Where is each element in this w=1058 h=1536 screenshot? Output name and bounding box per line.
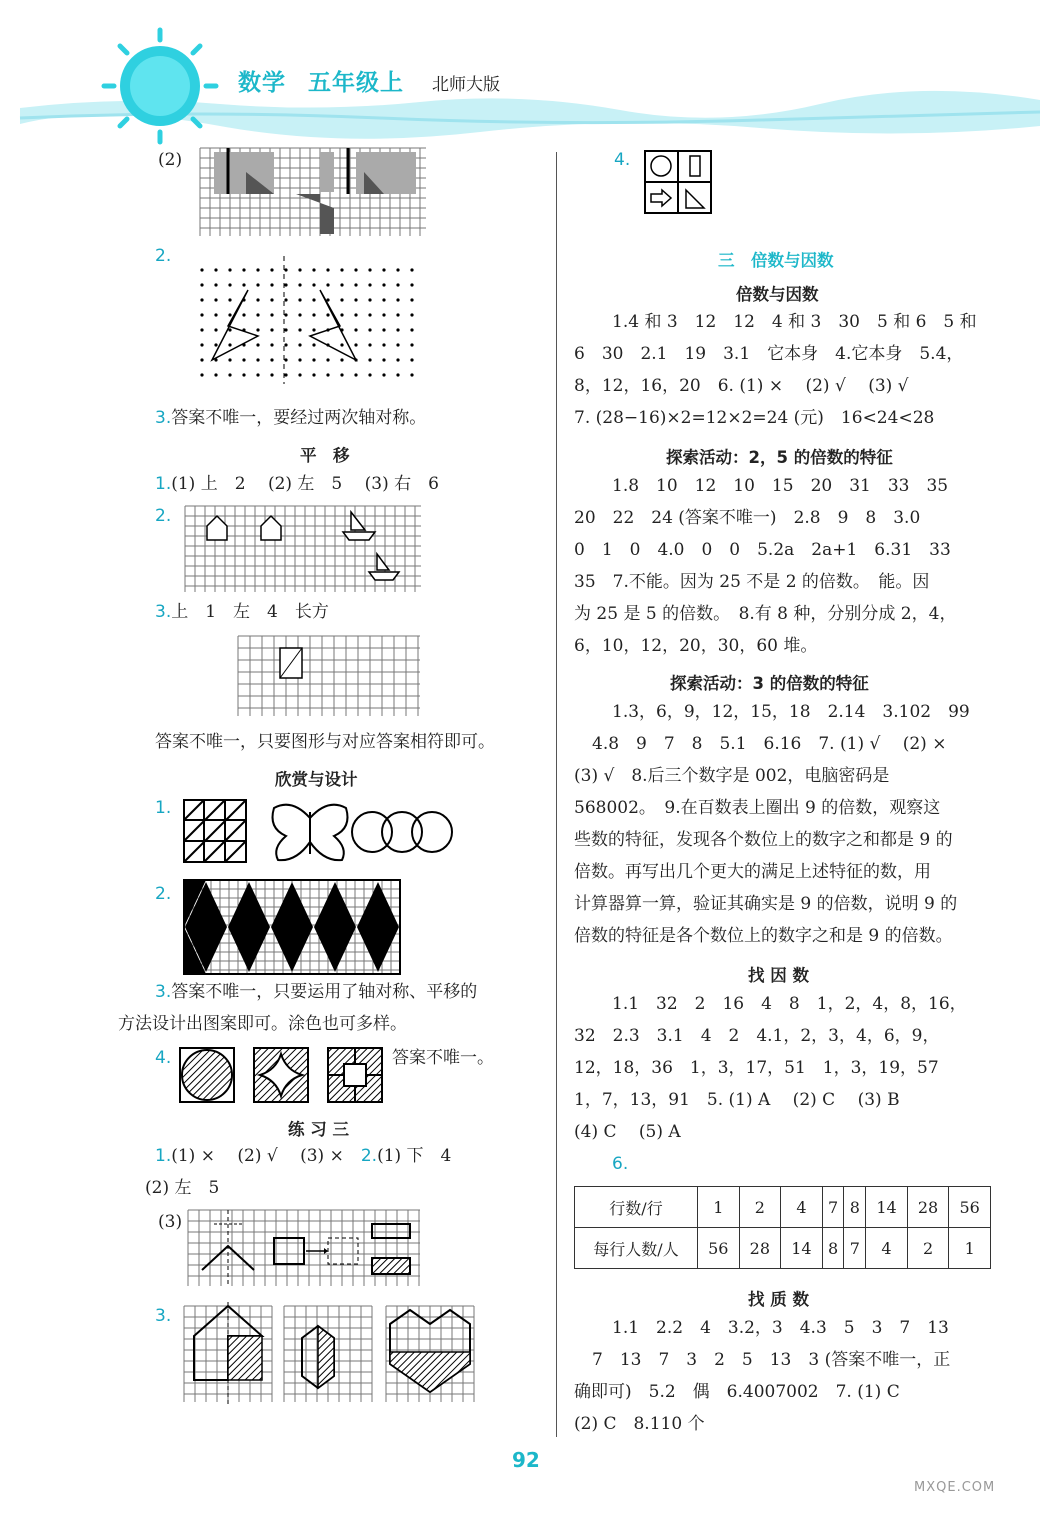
table-cell: 1: [698, 1187, 740, 1228]
section-heading-zhaoyinshu: 找 因 数: [748, 966, 809, 985]
lx2b-answer: (2) 左 5: [145, 1178, 220, 1198]
lx1-number: 1.: [155, 1146, 172, 1166]
page-header: [0, 0, 1058, 150]
chapter-heading: 三 倍数与因数: [718, 251, 834, 270]
lx2-number: 2.: [360, 1146, 378, 1166]
py1-answer: (1) 上 2 (2) 左 5 (3) 右 6: [171, 474, 439, 494]
translation-grid-figure: [185, 506, 425, 596]
zz-line-4: (2) C 8.110 个: [574, 1414, 705, 1434]
table-cell: 7: [844, 1228, 866, 1269]
table-row: [575, 1187, 991, 1228]
sun-icon: [104, 30, 216, 142]
table-row-header: 行数/行: [575, 1187, 698, 1228]
py1-number: 1.: [155, 474, 172, 494]
header-wave-banner: [0, 0, 1058, 150]
py-note: 答案不唯一，只要图形与对应答案相符即可。: [155, 732, 495, 752]
t25-line-1: 1.8 10 12 10 15 20 31 33 35: [612, 476, 949, 496]
p3-number: 3.: [155, 408, 172, 428]
t3-line-8: 倍数的特征是各个数位上的数字之和是 9 的倍数。: [574, 926, 953, 946]
q2-label: (2): [158, 150, 183, 170]
t3-line-3: (3) √ 8.后三个数字是 002，电脑密码是: [574, 766, 890, 786]
t3-line-6: 倍数。再写出几个更大的满足上述特征的数，用: [574, 862, 931, 882]
zy-line-3: 12，18，36 1，3，17，51 1，3，19，57: [574, 1058, 939, 1078]
rectangle-grid-figure: [238, 636, 428, 720]
dot-grid-figure: [198, 266, 428, 386]
table-row-header: 每行人数/人: [575, 1228, 698, 1269]
lx3b-number: 3.: [155, 1306, 172, 1326]
design-examples-figure: [182, 798, 482, 868]
section-heading-lianxi: 练 习 三: [288, 1120, 349, 1139]
page-number: 92: [512, 1448, 540, 1472]
r4-number: 4.: [614, 150, 631, 170]
t25-line-5: 为 25 是 5 的倍数。 8.有 8 种，分别分成 2，4，: [574, 604, 957, 624]
header-edition: 北师大版: [432, 75, 500, 95]
bs-line-2: 6 30 2.1 19 3.1 它本身 4.它本身 5.4，: [574, 344, 964, 364]
bs-line-4: 7. (28−16)×2=12×2=24 (元) 16<24<28: [574, 408, 935, 428]
zy-line-4: 1，7，13，91 5. (1) A (2) C (3) B: [574, 1090, 900, 1110]
t3-line-4: 568002。 9.在百数表上圈出 9 的倍数，观察这: [574, 798, 941, 818]
xs4-number: 4.: [155, 1048, 172, 1068]
t3-line-5: 些数的特征，发现各个数位上的数字之和都是 9 的: [574, 830, 953, 850]
table-cell: 56: [949, 1187, 991, 1228]
coloring-designs-figure: [178, 1046, 388, 1104]
lx2-answer: (1) 下 4: [377, 1146, 452, 1166]
lx1-answer: (1) × (2) √ (3) ×: [171, 1146, 344, 1166]
column-divider: [556, 152, 557, 1437]
table-cell: 4: [781, 1187, 823, 1228]
table-cell: 14: [866, 1187, 908, 1228]
table-cell: 8: [844, 1187, 866, 1228]
table-cell: 1: [949, 1228, 991, 1269]
section-heading-xinshang: 欣赏与设计: [275, 770, 358, 789]
view-grid-figure: [644, 150, 714, 216]
lx3-label: (3): [158, 1212, 183, 1232]
symmetry-grid-figure: [200, 148, 430, 238]
t3-line-1: 1.3，6，9，12，15，18 2.14 3.102 99: [612, 702, 970, 722]
section-heading-tansuo25: 探索活动：2，5 的倍数的特征: [666, 448, 893, 467]
header-title: 数学 五年级上: [238, 70, 404, 96]
t25-line-3: 0 1 0 4.0 0 0 5.2a 2a+1 6.31 33: [574, 540, 951, 560]
zy-line-5: (4) C (5) A: [574, 1122, 681, 1142]
py3-number: 3.: [155, 602, 172, 622]
zz-line-1: 1.1 2.2 4 3.2，3 4.3 5 3 7 13: [612, 1318, 949, 1338]
xs3-line1: [155, 984, 477, 1001]
diamond-pattern-figure: [184, 880, 402, 976]
table-cell: 2: [739, 1187, 781, 1228]
table-cell: 14: [781, 1228, 823, 1269]
table-cell: 56: [698, 1228, 740, 1269]
table-cell: 28: [907, 1187, 949, 1228]
zz-line-2: 7 13 7 3 2 5 13 3 (答案不唯一，正: [592, 1350, 951, 1370]
xs3-line2: 方法设计出图案即可。涂色也可多样。: [118, 1014, 407, 1034]
p3-text: [155, 410, 426, 427]
t25-line-2: 20 22 24 (答案不唯一) 2.8 9 8 3.0: [574, 508, 921, 528]
zy6-number: 6.: [612, 1154, 629, 1174]
xs2-number: 2.: [155, 884, 172, 904]
py2-number: 2.: [155, 506, 172, 526]
zy-line-2: 32 2.3 3.1 4 2 4.1，2，3，4，6，9，: [574, 1026, 940, 1046]
section-heading-pingyi: 平 移: [300, 446, 350, 465]
t3-line-2: 4.8 9 7 8 5.1 6.16 7. (1) √ (2) ×: [592, 734, 947, 754]
zy-line-1: 1.1 32 2 16 4 8 1，2，4，8，16，: [612, 994, 967, 1014]
t25-line-4: 35 7.不能。因为 25 不是 2 的倍数。 能。因: [574, 572, 930, 592]
py3-answer: 上 1 左 4 长方: [171, 602, 329, 622]
p2-number: 2.: [155, 246, 172, 266]
symmetry-drawing-figure: [184, 1306, 474, 1406]
lx1-text: [155, 1148, 451, 1165]
table-cell: 4: [866, 1228, 908, 1269]
section-heading-beishu: 倍数与因数: [736, 285, 819, 304]
xs3-number: 3.: [155, 982, 172, 1002]
table-cell: 7: [822, 1187, 844, 1228]
bs-line-3: 8，12，16，20 6. (1) × (2) √ (3) √: [574, 376, 909, 396]
table-cell: 2: [907, 1228, 949, 1269]
xs1-number: 1.: [155, 798, 172, 818]
section-heading-zhizhishu: 找 质 数: [748, 1290, 809, 1309]
table-cell: 28: [739, 1228, 781, 1269]
t3-line-7: 计算器算一算，验证其确实是 9 的倍数，说明 9 的: [574, 894, 958, 914]
practice-grid-figure: [188, 1210, 424, 1290]
table-row: [575, 1228, 991, 1269]
py3-text: [155, 604, 329, 621]
xs3-answer-1: 答案不唯一，只要运用了轴对称、平移的: [171, 982, 478, 1002]
bs-line-1: 1.4 和 3 12 12 4 和 3 30 5 和 6 5 和: [612, 312, 977, 332]
p3-answer: 答案不唯一，要经过两次轴对称。: [171, 408, 427, 428]
t25-line-6: 6，10，12，20，30，60 堆。: [574, 636, 818, 656]
zz-line-3: 确即可) 5.2 偶 6.4007002 7. (1) C: [574, 1382, 900, 1402]
table-cell: 8: [822, 1228, 844, 1269]
py1-text: [155, 476, 439, 493]
watermark-text: MXQE.COM: [914, 1480, 996, 1495]
section-heading-tansuo3: 探索活动：3 的倍数的特征: [670, 674, 869, 693]
factor-table: [574, 1186, 991, 1269]
xs4-answer: 答案不唯一。: [392, 1048, 494, 1068]
